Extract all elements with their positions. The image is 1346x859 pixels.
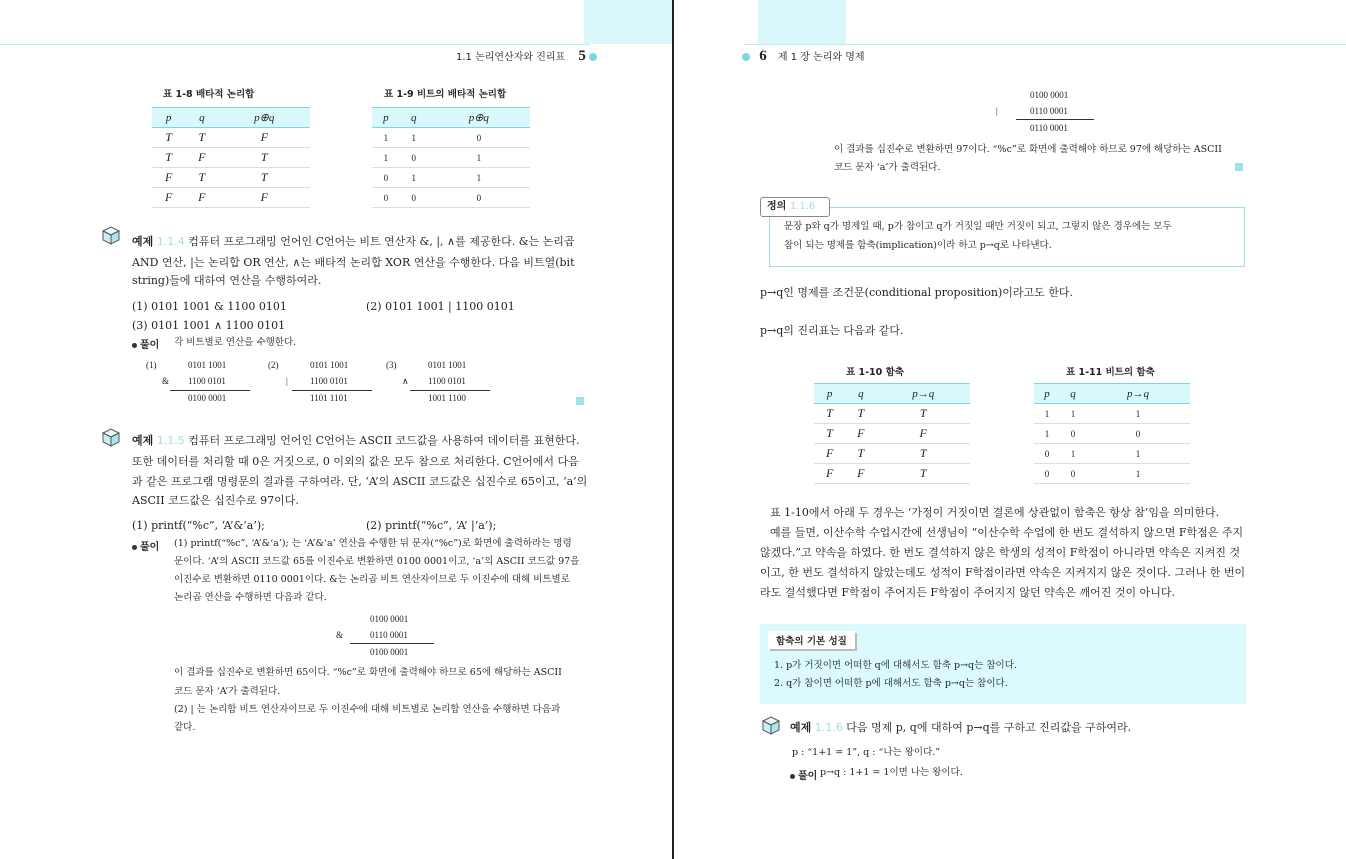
right-page-number: 6: [759, 48, 767, 64]
table-cell: 1: [1034, 424, 1060, 444]
header-rule: [0, 44, 590, 45]
table-1-9-caption: 표 1-9 비트의 배타적 논리합: [384, 89, 507, 100]
table-cell: 0: [1060, 424, 1086, 444]
table-header-cell: p→q: [876, 384, 970, 404]
table-cell: 0: [1034, 464, 1060, 484]
bit-calc-ascii-and: 0100 0001 & 0110 0001 0100 0001: [336, 614, 446, 664]
table-row: [372, 168, 530, 188]
table-row: [152, 128, 310, 148]
table-row: [1034, 424, 1190, 444]
table-cell: 1: [1086, 444, 1190, 464]
table-cell: 0: [400, 188, 428, 208]
table-header-cell: p⊕q: [218, 108, 310, 128]
table-row: [1034, 444, 1190, 464]
table-cell: T: [876, 404, 970, 424]
table-cell: 0: [1034, 444, 1060, 464]
table-cell: 0: [372, 188, 400, 208]
table-header-cell: p: [1034, 384, 1060, 404]
table-1-10-caption: 표 1-10 함축: [846, 367, 904, 378]
table-cell: 1: [1060, 444, 1086, 464]
table-cell: F: [185, 188, 218, 208]
solution-label: 풀이: [132, 538, 159, 553]
body-text: 라도 결석했다면 F학점이 주어지든 F학점이 주어지지 않던 약속은 깨어진 것이 아니다.: [760, 586, 1176, 599]
example-text-line: 과 같은 프로그램 명령문의 결과를 구하여라. 단, ‘A’의 ASCII 코드값은 십진수로 65이고, ‘a’의: [132, 475, 588, 488]
table-cell: 0: [400, 148, 428, 168]
table-row: [152, 168, 310, 188]
table-header-cell: q: [400, 108, 428, 128]
table-cell: 0: [1060, 464, 1086, 484]
table-cell: 0: [428, 128, 530, 148]
end-square-icon: [1235, 163, 1243, 171]
example-1-1-6: [790, 717, 1131, 738]
table-cell: T: [814, 404, 845, 424]
table-cell: T: [218, 148, 310, 168]
table-cell: T: [152, 148, 185, 168]
right-header-title: 제 1 장 논리와 명제: [777, 52, 865, 63]
solution-text: 이진수로 변환하면 0110 0001이다. &는 논리곱 비트 연산자이므로 두 이진수에 대해 비트별로: [174, 574, 570, 585]
example-1-1-5: [132, 430, 592, 451]
header-tab: [584, 0, 672, 44]
table-cell: T: [814, 424, 845, 444]
table-row: [372, 188, 530, 208]
property-item: 1. p가 거짓이면 어떠한 q에 대해서도 함축 p→q는 참이다.: [774, 660, 1017, 671]
table-cell: T: [185, 168, 218, 188]
header-dot-icon: [589, 53, 597, 61]
solution-text: (1) printf(“%c”, ‘A’&‘a’); 는 ‘A’&‘a’ 연산을 수행한 뒤 문자(“%c”)로 화면에 출력하라는 명령: [174, 538, 572, 549]
table-row: [814, 444, 970, 464]
solution-text: 같다.: [174, 722, 196, 733]
table-cell: F: [845, 464, 876, 484]
table-cell: T: [876, 464, 970, 484]
left-header-title: 1.1 논리연산자와 진리표: [456, 52, 566, 63]
header-dot-icon: [742, 53, 750, 61]
table-cell: 1: [428, 148, 530, 168]
table-cell: 0: [1086, 424, 1190, 444]
table-row: [814, 424, 970, 444]
table-cell: 0: [372, 168, 400, 188]
table-cell: 1: [428, 168, 530, 188]
header-rule: [744, 44, 1346, 45]
body-text: 예를 들면, 이산수학 수업시간에 선생님이 “이산수학 수업에 한 번도 결석하지 않으면 F학점은 주지: [770, 526, 1244, 539]
table-cell: 1: [400, 128, 428, 148]
table-header-cell: q: [185, 108, 218, 128]
example-text-line: 컴퓨터 프로그래밍 언어인 C언어는 ASCII 코드값을 사용하여 데이터를 표현한다.: [188, 434, 580, 447]
definition-tag: 정의 1.1.6: [760, 197, 830, 217]
table-cell: 0: [428, 188, 530, 208]
example-text-line: 또한 데이터를 처리할 때 0은 거짓으로, 0 이외의 값은 모두 참으로 처리한다. C언어에서 다음: [132, 455, 579, 468]
example-item: (2) printf(“%c”, ‘A’ |‘a’);: [366, 519, 497, 532]
table-row: [372, 128, 530, 148]
left-header: [456, 48, 597, 65]
table-row: [152, 148, 310, 168]
end-square-icon: [576, 397, 584, 405]
solution-text: p→q : 1+1 = 1이면 나는 왕이다.: [820, 767, 963, 778]
example-text-line: 다음 명제 p, q에 대하여 p→q를 구하고 진리값을 구하여라.: [846, 721, 1132, 734]
table-cell: F: [218, 128, 310, 148]
solution-dot-icon: [790, 774, 795, 779]
table-cell: T: [218, 168, 310, 188]
table-1-10: [814, 383, 970, 484]
example-1-1-4: [132, 231, 587, 252]
table-cell: F: [814, 444, 845, 464]
table-1-11: [1034, 383, 1190, 484]
table-cell: 1: [1034, 404, 1060, 424]
example-text-line: ASCII 코드값은 십진수로 97이다.: [132, 494, 299, 507]
definition-text: 문장 p와 q가 명제일 때, p가 참이고 q가 거짓일 때만 거짓이 되고, 그렇지 않은 경우에는 모두: [784, 221, 1172, 232]
properties-title: 함축의 기본 성질: [768, 631, 855, 649]
solution-label: 풀이: [790, 767, 817, 782]
example-item: (1) printf(“%c”, ‘A’&‘a’);: [132, 519, 265, 532]
table-cell: T: [152, 128, 185, 148]
table-1-9: [372, 107, 530, 208]
table-cell: T: [845, 404, 876, 424]
example-text-line: AND 연산, |는 논리합 OR 연산, ∧는 배타적 논리합 XOR 연산을 수행한다. 다음 비트열(bit: [132, 256, 575, 269]
solution-text: 코드 문자 ‘a’가 출력된다.: [834, 162, 941, 173]
properties-box: [760, 624, 1246, 704]
solution-text: 문이다. ‘A’의 ASCII 코드값 65를 이진수로 변환하면 0100 0001이고, ‘a’의 ASCII 코드값 97을: [174, 556, 580, 567]
example-label: 예제: [790, 721, 812, 734]
table-1-11-caption: 표 1-11 비트의 함축: [1066, 367, 1155, 378]
table-row: [152, 188, 310, 208]
bit-calc-2: (2) 0101 1001 | 1100 0101 1101 1101: [268, 360, 378, 410]
header-tab: [758, 0, 846, 44]
table-1-8: [152, 107, 310, 208]
table-cell: F: [152, 188, 185, 208]
example-item: (3) 0101 1001 ∧ 1100 0101: [132, 319, 286, 332]
table-cell: 1: [1086, 404, 1190, 424]
table-header-cell: p: [814, 384, 845, 404]
example-text-line: 컴퓨터 프로그래밍 언어인 C언어는 비트 연산자 &, |, ∧를 제공한다. &는 논리곱: [188, 235, 575, 248]
example-cube-icon: [100, 426, 122, 448]
right-header: [742, 48, 865, 65]
right-page: [674, 0, 1346, 859]
table-cell: F: [845, 424, 876, 444]
bit-calc-1: (1) 0101 1001 & 1100 0101 0100 0001: [146, 360, 256, 410]
body-text: p→q인 명제를 조건문(conditional proposition)이라고도 한다.: [760, 286, 1074, 299]
left-page-number: 5: [578, 48, 586, 64]
body-text: p→q의 진리표는 다음과 같다.: [760, 324, 904, 337]
solution-dot-icon: [132, 343, 137, 348]
body-text: 않겠다.”고 약속을 하였다. 한 번도 결석하지 않은 학생의 성적이 F학점이 아니라면 약속은 지켜진 것: [760, 546, 1241, 559]
table-header-cell: p→q: [1086, 384, 1190, 404]
property-item: 2. q가 참이면 어떠한 p에 대해서도 함축 p→q는 참이다.: [774, 678, 1008, 689]
example-item: (1) 0101 1001 & 1100 0101: [132, 300, 287, 313]
example-number: 1.1.4: [156, 235, 185, 248]
example-number: 1.1.6: [814, 721, 843, 734]
table-header-cell: q: [845, 384, 876, 404]
table-header-cell: p: [152, 108, 185, 128]
table-cell: 1: [1086, 464, 1190, 484]
example-cube-icon: [760, 714, 782, 736]
table-cell: T: [845, 444, 876, 464]
solution-text: 이 결과를 십진수로 변환하면 65이다. “%c”로 화면에 출력해야 하므로 65에 해당하는 ASCII: [174, 667, 562, 678]
solution-text: 각 비트별로 연산을 수행한다.: [174, 337, 297, 348]
example-cube-icon: [100, 224, 122, 246]
example-number: 1.1.5: [156, 434, 185, 447]
table-cell: T: [185, 128, 218, 148]
solution-text: 코드 문자 ‘A’가 출력된다.: [174, 686, 281, 697]
solution-text: (2) | 는 논리합 비트 연산자이므로 두 이진수에 대해 비트별로 논리합 연산을 수행하면 다음과: [174, 704, 561, 715]
table-cell: F: [185, 148, 218, 168]
solution-text: 논리곱 연산을 수행하면 다음과 같다.: [174, 592, 327, 603]
example-item: (2) 0101 1001 | 1100 0101: [366, 300, 515, 313]
table-row: [1034, 404, 1190, 424]
table-header-cell: p: [372, 108, 400, 128]
table-cell: F: [218, 188, 310, 208]
definition-text: 참이 되는 명제를 함축(implication)이라 하고 p→q로 나타낸다.: [784, 240, 1052, 251]
solution-label: 풀이: [132, 336, 159, 351]
bit-calc-ascii-or: 0100 0001 | 0110 0001 0110 0001: [996, 90, 1106, 140]
table-cell: F: [814, 464, 845, 484]
table-cell: 1: [372, 128, 400, 148]
body-text: 표 1-10에서 아래 두 경우는 ‘가정이 거짓이면 결론에 상관없이 함축은 항상 참’임을 의미한다.: [770, 506, 1220, 519]
bit-calc-3: (3) 0101 1001 ∧ 1100 0101 1001 1100: [386, 360, 496, 410]
left-page: [0, 0, 672, 859]
table-row: [372, 148, 530, 168]
table-cell: F: [152, 168, 185, 188]
table-row: [814, 404, 970, 424]
example-label: 예제: [132, 434, 154, 447]
table-1-8-caption: 표 1-8 배타적 논리합: [163, 89, 255, 100]
table-row: [1034, 464, 1190, 484]
table-header-cell: p⊕q: [428, 108, 530, 128]
solution-dot-icon: [132, 545, 137, 550]
solution-text: 이 결과를 십진수로 변환하면 97이다. “%c”로 화면에 출력해야 하므로 97에 해당하는 ASCII: [834, 144, 1222, 155]
table-cell: F: [876, 424, 970, 444]
table-cell: 1: [1060, 404, 1086, 424]
example-propositions: p : “1+1 = 1”, q : “나는 왕이다.”: [792, 747, 941, 758]
table-header-cell: q: [1060, 384, 1086, 404]
example-label: 예제: [132, 235, 154, 248]
table-cell: 1: [372, 148, 400, 168]
example-text-line: string)들에 대하여 연산을 수행하여라.: [132, 274, 322, 287]
body-text: 이고, 한 번도 결석하지 않았는데도 성적이 F학점이라면 약속은 지켜지지 않은 것이다. 그러나 한 번이: [760, 566, 1246, 579]
table-cell: T: [876, 444, 970, 464]
table-cell: 1: [400, 168, 428, 188]
table-row: [814, 464, 970, 484]
